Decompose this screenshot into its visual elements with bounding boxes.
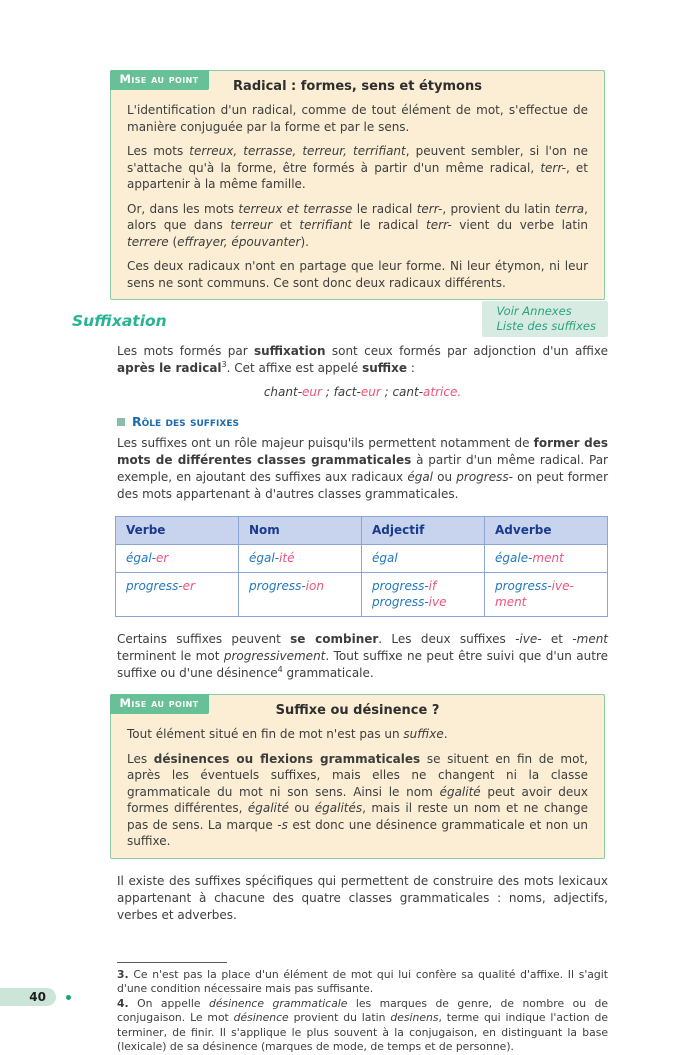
subheading-role-des-suffixes <box>117 414 700 429</box>
table-header-row <box>116 517 608 545</box>
intro-paragraph: Les mots formés par suffixation sont ceux formés par adjonction d'un affixe après le radical$^3$. Cet affixe est appelé suffixe : <box>117 343 608 377</box>
mise-au-point-label: Mise au point <box>110 694 209 714</box>
mise-au-point-label: Mise au point <box>110 70 209 90</box>
table-cell: égale-ment <box>485 545 608 573</box>
footer-dot-icon <box>66 995 71 1000</box>
subheading-label: Rôle des suffixes <box>132 414 239 429</box>
table-header-nom: Nom <box>239 517 362 545</box>
table-cell: progress-er <box>116 573 239 617</box>
box-radical-paragraph-1: L'identification d'un radical, comme de tout élément de mot, s'effectue de manière conjuguée par la forme et par le sens. <box>127 102 588 135</box>
annex-line-2: Liste des suffixes <box>496 319 596 334</box>
box-desinence-title: Suffixe ou désinence ? <box>125 703 590 718</box>
table-cell: égal <box>362 545 485 573</box>
box-radical-title: Radical : formes, sens et étymons <box>125 79 590 94</box>
page-number-pill: 40 <box>0 988 56 1006</box>
table-cell: égal-ité <box>239 545 362 573</box>
annex-line-1: Voir Annexes <box>496 304 596 319</box>
box-desinence-paragraph-1: Tout élément situé en fin de mot n'est pas un suffixe. <box>127 726 588 743</box>
table-cell: égal-er <box>116 545 239 573</box>
role-paragraph: Les suffixes ont un rôle majeur puisqu'ils permettent notamment de former des mots de différentes classes grammaticales à partir d'un même radical. Par exemple, en ajoutant des suffixes aux radicaux égal ou progress- on peut former des mots appartenant à d'autres classes grammaticales. <box>117 435 608 503</box>
footnote-divider <box>117 962 227 963</box>
mise-au-point-box-radical <box>110 70 605 300</box>
square-bullet-icon <box>117 418 125 426</box>
table-header-verbe: Verbe <box>116 517 239 545</box>
box-radical-paragraph-4: Ces deux radicaux n'ont en partage que leur forme. Ni leur étymon, ni leur sens ne sont communs. Ce sont donc deux radicaux différents. <box>127 258 588 291</box>
table-header-adverbe: Adverbe <box>485 517 608 545</box>
box-radical-paragraph-2: Les mots terreux, terrasse, terreur, terrifiant, peuvent sembler, si l'on ne s'attache qu'à la forme, être formés à partir d'un même radical, terr-, et appartenir à la même famille. <box>127 143 588 193</box>
table-cell: progress-if progress-ive <box>362 573 485 617</box>
example-line: chant-eur ; fact-eur ; cant-atrice. <box>117 384 608 401</box>
table-cell: progress-ive-ment <box>485 573 608 617</box>
table-header-adjectif: Adjectif <box>362 517 485 545</box>
footnotes <box>117 962 608 1055</box>
table-row-egal <box>116 545 608 573</box>
footnote-3: 3. Ce n'est pas la place d'un élément de mot qui lui confère sa qualité d'affixe. Il s'agit d'une condition nécessaire mais pas suffisante. <box>117 968 608 997</box>
section-header-row <box>72 300 608 337</box>
table-row-progress <box>116 573 608 617</box>
section-heading-suffixation: Suffixation <box>72 312 167 330</box>
footnote-4: 4. On appelle désinence grammaticale les marques de genre, de nombre ou de conjugaison. Le mot désinence provient du latin desinens, terme qui indique l'action de terminer, de finir. Il s'applique le plus souvent à la conjugaison, en distinguant la base (lexicale) de sa désinence (marques de mode, de temps et de personne). <box>117 997 608 1055</box>
annex-reference-box[interactable] <box>482 301 608 337</box>
box-desinence-paragraph-2: Les désinences ou flexions grammaticales se situent en fin de mot, après les éventuels suffixes, mais elles ne changent ni la classe grammaticale du mot ni son sens. Ainsi le nom égalité peut avoir deux formes différentes, égalité ou égalités, mais il reste un nom et ne change pas de sens. La marque -s est donc une désinence grammaticale et non un suffixe. <box>127 751 588 850</box>
textbook-page <box>0 70 700 1028</box>
table-cell: progress-ion <box>239 573 362 617</box>
box-radical-paragraph-3: Or, dans les mots terreux et terrasse le radical terr-, provient du latin terra, alors que dans terreur et terrifiant le radical terr- vient du verbe latin terrere (effrayer, épouvanter). <box>127 201 588 251</box>
combine-paragraph: Certains suffixes peuvent se combiner. Les deux suffixes -ive- et -ment terminent le mot progressivement. Tout suffixe ne peut être suivi que d'un autre suffixe ou d'une désinence$^4$ grammaticale. <box>117 631 608 682</box>
suffix-table <box>115 516 608 617</box>
closing-paragraph: Il existe des suffixes spécifiques qui permettent de construire des mots lexicaux appartenant à chacune des quatre classes grammaticales : noms, adjectifs, verbes et adverbes. <box>117 873 608 924</box>
mise-au-point-box-desinence <box>110 694 605 859</box>
